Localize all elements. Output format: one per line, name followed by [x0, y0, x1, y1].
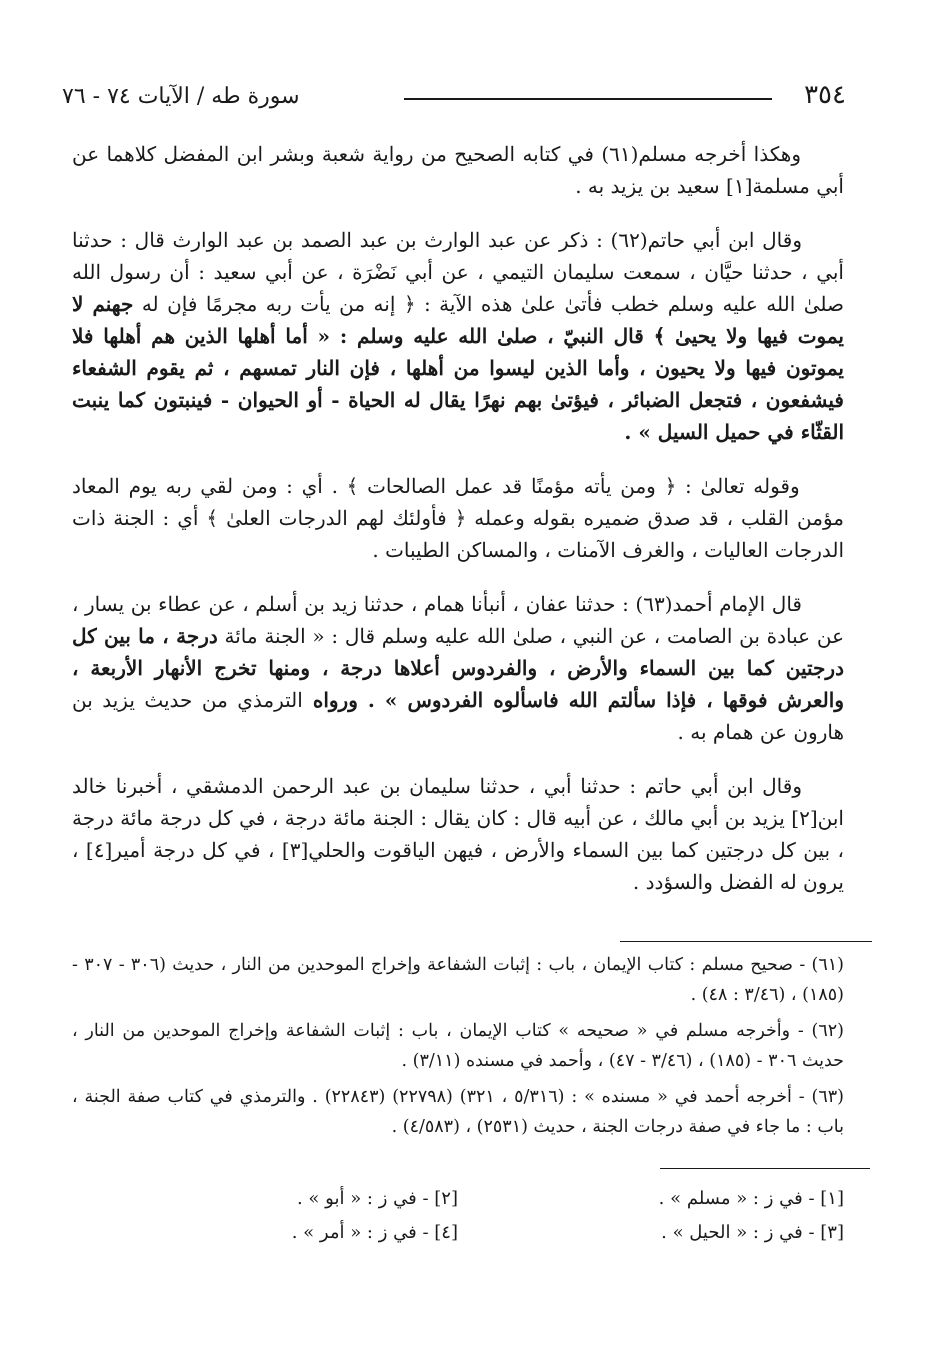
footnotes [72, 950, 844, 1148]
text-line: تخرج الأنهار الأربعة ، والعرش فوقها ، فإذا سألتم الله فاسألوه الفردوس » . ورواه [72, 656, 844, 712]
text-line: الترمذي من حديث يزيد بن هارون عن همام به . [72, 688, 844, 744]
text-line: فينبتون كما ينبت القثّاء في حميل السيل » . [72, 388, 844, 444]
paragraph [72, 588, 844, 748]
paragraph [72, 470, 844, 566]
text-line: ذات الدرجات العاليات ، والغرف الآمنات ، والمساكن الطيبات . [72, 506, 844, 562]
footnote-separator [620, 941, 872, 942]
text-line: درجة مائة درجة ، بين كل درجتين كما بين السماء والأرض ، فيهن الياقوت والحلي[٣] ، في [72, 806, 844, 862]
text-line: وقال ابن أبي حاتم : حدثنا أبي ، حدثنا سليمان بن عبد الرحمن الدمشقي ، أخبرنا [107, 774, 802, 798]
paragraph [72, 770, 844, 898]
paragraph [72, 224, 844, 448]
footnote: (٦٢) - وأخرجه مسلم في « صحيحه » كتاب الإيمان ، باب : إثبات الشفاعة وإخراج الموحدين من النار ، حديث ٣٠٦ - (١٨٥) ، (٣/٤٦ - ٤٧) ، وأحمد في مسنده (٣/١١) . [72, 1021, 844, 1071]
text-line: درجة ، ما بين كل درجتين كما بين السماء والأرض ، والفردوس أعلاها درجة ، ومنها [72, 624, 844, 680]
variant-notes-row [72, 1216, 844, 1250]
running-title: سورة طه / الآيات ٧٤ - ٧٦ [62, 84, 300, 109]
variant-note: [١] - في ز : « مسلم » . [658, 1188, 844, 1209]
variant-note: [٣] - في ز : « الحيل » . [661, 1222, 844, 1243]
paragraph [72, 138, 844, 202]
text-line: حدثنا أبي ، حدثنا حيَّان ، سمعت سليمان التيمي ، عن أبي نَضْرَة ، عن أبي سعيد : أن رسول [72, 228, 844, 284]
variant-note: [٢] - في ز : « أبو » . [296, 1188, 458, 1209]
variant-notes [72, 1182, 844, 1250]
footnote: (٦١) - صحيح مسلم : كتاب الإيمان ، باب : إثبات الشفاعة وإخراج الموحدين من النار ، حديث (٣٠٦ - ٣٠٧ - (١٨٥) ، (٣/٤٦ : ٤٨) . [72, 955, 844, 1005]
text-line: جهنم لا يموت فيها ولا يحيىٰ ﴾ قال النبيّ ، صلىٰ الله عليه وسلم : « أما أهلها الذين هم [72, 292, 844, 348]
header-rule [404, 98, 772, 100]
variant-notes-separator [660, 1168, 870, 1169]
text-line: قال الإمام أحمد(٦٣) : حدثنا عفان ، أنبأنا همام ، حدثنا زيد بن أسلم ، عن عطاء بن [124, 592, 802, 616]
text-line: يقوم الشفعاء فيشفعون ، فتجعل الضبائر ، فيؤتىٰ بهم نهرًا يقال له الحياة - أو الحيوان - [72, 356, 844, 412]
footnote: (٦٣) - أخرجه أحمد في « مسنده » : (٥/٣١٦ ، ٣٢١) (٢٢٧٩٨) (٢٢٨٤٣) . والترمذي في كتاب صفة الجنة ، باب : ما جاء في صفة درجات الجنة ، حديث (٢٥٣١) ، (٤/٥٨٣) . [72, 1087, 844, 1137]
text-line: يسار ، عن عبادة بن الصامت ، عن النبي ، صلىٰ الله عليه وسلم قال : « الجنة مائة [72, 592, 845, 648]
text-line: مؤمن القلب ، قد صدق ضميره بقوله وعمله ﴿ فأولئك لهم الدرجات العلىٰ ﴾ أي : الجنة [105, 506, 844, 530]
text-line: وهكذا أخرجه مسلم(٦١) في كتابه الصحيح من رواية شعبة وبشر ابن المفضل كلاهما عن [72, 142, 801, 166]
text-line: أهلها فلا يموتون فيها ولا يحيون ، وأما الذين ليسوا من أهلها ، فإن النار تمسهم ، ثم [72, 324, 844, 380]
text-line: خالد ابن[٢] يزيد بن أبي مالك ، عن أبيه قال : كان يقال : الجنة مائة درجة ، في كل [72, 774, 844, 830]
text-line: الله صلىٰ الله عليه وسلم خطب فأتىٰ علىٰ هذه الآية : ﴿ إنه من يأت ربه مجرمًا فإن له [72, 260, 844, 316]
main-text [72, 138, 844, 920]
text-line: وقوله تعالىٰ : ﴿ ومن يأته مؤمنًا قد عمل الصالحات ﴾ . أي : ومن لقي ربه يوم المعاد [72, 474, 800, 498]
text-line: كل درجة أمير[٤] ، يرون له الفضل والسؤدد . [72, 838, 844, 894]
text-line: وقال ابن أبي حاتم(٦٢) : ذكر عن عبد الوارث بن عبد الصمد بن عبد الوارث قال : [112, 228, 802, 252]
text-line: أبي مسلمة[١] سعيد بن يزيد به . [575, 174, 844, 198]
page-number: ٣٥٤ [804, 80, 846, 110]
variant-notes-row [72, 1182, 844, 1216]
variant-note: [٤] - في ز : « أمر » . [291, 1222, 458, 1243]
